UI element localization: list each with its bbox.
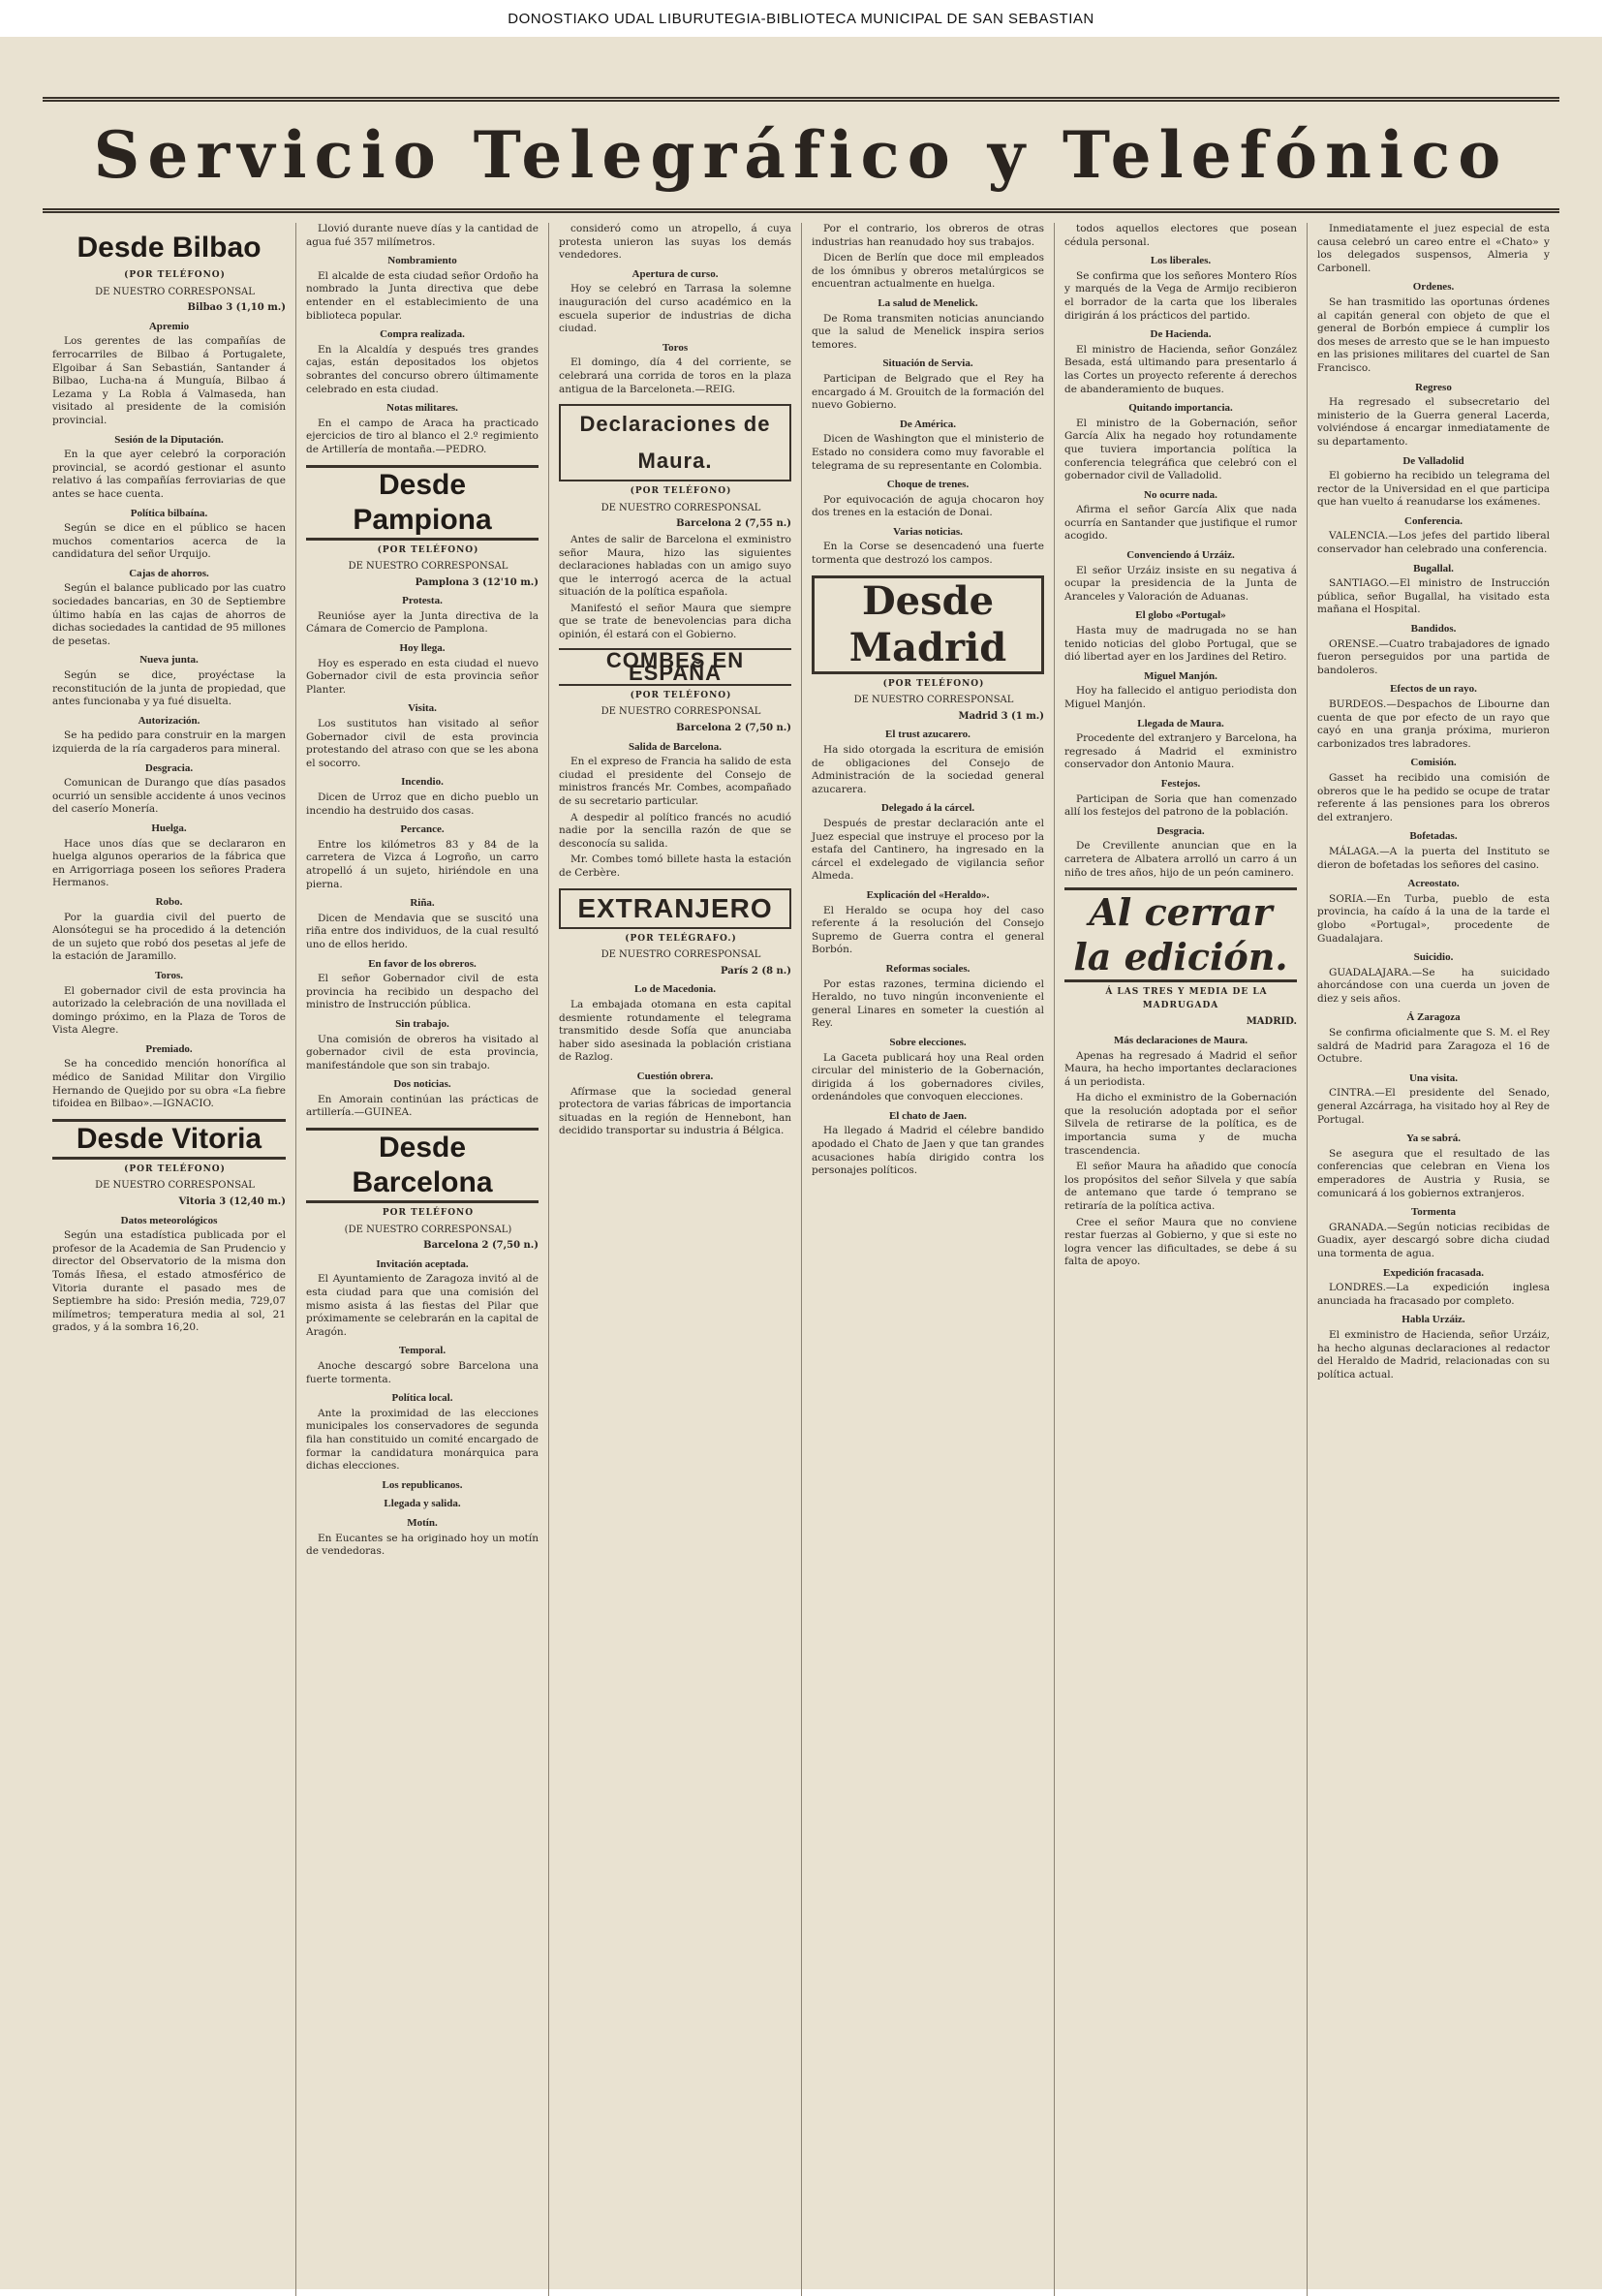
paragraph: MÁLAGA.—A la puerta del Instituto se dieron de bofetadas los señores del casino.: [1317, 845, 1550, 871]
subheading: Una visita.: [1408, 1071, 1459, 1084]
paragraph: En la Alcaldía y después tres grandes cajas, están depositados los objetos sobrantes del concurso obrero últimamente celebrado en esta ciudad.: [306, 343, 539, 395]
subheading: Bofetadas.: [1409, 830, 1458, 843]
paragraph: De Crevillente anuncian que en la carretera de Albatera arrolló un carro á un niño de tres años, hijo de un peón caminero.: [1064, 840, 1297, 879]
subheading: Los liberales.: [1150, 255, 1212, 267]
paragraph: Se confirma oficialmente que S. M. el Rey saldrá de Madrid para Zaragoza el 16 de Octubre.: [1317, 1027, 1550, 1066]
newspaper-page: [0, 37, 1602, 2289]
dateline: París 2 (8 n.): [720, 965, 791, 977]
dateline: Barcelona 2 (7,55 n.): [676, 518, 791, 530]
paragraph: El Heraldo se ocupa hoy del caso referente á la resolución del Consejo Supremo de Guerra contra el general Borbón.: [812, 904, 1044, 956]
paragraph: Gasset ha recibido una comisión de obreros que le ha pedido se ocupe de tratar referente á las pensiones para los obreros del extranjero.: [1317, 771, 1550, 823]
correspondent-label: DE NUESTRO CORRESPONSAL: [348, 561, 508, 573]
paragraph: Hoy es esperado en esta ciudad el nuevo Gobernador civil de esta provincia señor Planter.: [306, 657, 539, 696]
columns: [43, 223, 1559, 2296]
dateline: MADRID.: [1246, 1016, 1297, 1028]
paragraph: Inmediatamente el juez especial de esta causa celebró un careo entre el «Chato» y los delegados suspensos, Almeria y Carbonell.: [1317, 223, 1550, 274]
paragraph: Según se dice, proyéctase la reconstitución de la junta de propiedad, que antes funcionaba y ya fué disuelta.: [52, 669, 286, 708]
paragraph: La Gaceta publicará hoy una Real orden circular del ministerio de la Gobernación, dirigida á los gobernadores civiles, ordenándoles que convoquen elecciones.: [812, 1051, 1044, 1103]
paragraph: Participan de Soria que han comenzado allí los festejos del patrono de la población.: [1064, 792, 1297, 819]
closing-time-label: Á LAS TRES Y MEDIA DE LA MADRUGADA: [1105, 987, 1268, 1010]
correspondent-label: (DE NUESTRO CORRESPONSAL): [344, 1224, 512, 1235]
paragraph: Hace unos días que se declararon en huelga algunos operarios de la fábrica que en Arrigorriaga poseen los señores Pradera Hermanos.: [52, 837, 286, 889]
paragraph: Después de prestar declaración ante el Juez especial que instruye el proceso por la estafa del Cantinero, ha ingresado en la cárcel el exdelegado de vigilancia señor Almeda.: [812, 818, 1044, 883]
subheading: El chato de Jaen.: [888, 1109, 968, 1122]
subheading: De Valladolid: [1402, 454, 1464, 467]
subheading: Dos noticias.: [393, 1078, 451, 1091]
paragraph: Reunióse ayer la Junta directiva de la Cámara de Comercio de Pamplona.: [306, 609, 539, 636]
paragraph: Ha llegado á Madrid el célebre bandido apodado el Chato de Jaen y que tan grandes acusaciones había dirigido contra los personajes políticos.: [812, 1125, 1044, 1177]
dateline: Bilbao 3 (1,10 m.): [187, 302, 286, 314]
section-maura-heading: Declaraciones de Maura.: [559, 404, 791, 481]
subheading: Reformas sociales.: [885, 962, 970, 975]
subheading: Toros.: [154, 969, 184, 981]
paragraph: En Eucantes se ha originado hoy un motín de vendedoras.: [306, 1532, 539, 1558]
subheading: Los republicanos.: [382, 1478, 463, 1491]
paragraph: Según el balance publicado por las cuatro sociedades bancarias, en 30 de Septiembre último había en las cajas de ahorros de dichas sociedades la cantidad de 95 millones de pesetas.: [52, 582, 286, 647]
paragraph: En la Corse se desencadenó una fuerte tormenta que destrozó los campos.: [812, 541, 1044, 567]
paragraph: Por la guardia civil del puerto de Alonsótegui se ha procedido á la detención de un sujeto que robó dos pesetas al jefe de la estación de Jaramillo.: [52, 911, 286, 963]
subheading: Llegada de Maura.: [1137, 717, 1224, 729]
paragraph: Según una estadística publicada por el profesor de la Academia de San Prudencio y director del Observatorio de la misma don Tomás Iñesa, el estado atmosférico de Vitoria durante el pasado mes de Septiembre ha sido: Presión media, 729,07 milímetros; temperatura media al sol, 21 grados, y á la sombra 16,20.: [52, 1229, 286, 1334]
paragraph: El ministro de la Gobernación, señor García Alix ha negado hoy rotundamente que tuviera importancia política la conferencia telegráfica que celebró con el gobernador civil de Valladolid.: [1064, 417, 1297, 482]
paragraph: El Ayuntamiento de Zaragoza invitó al de esta ciudad para que una comisión del mismo asista á las fiestas del Pilar que próximamente se celebrarán en la capital de Aragón.: [306, 1273, 539, 1338]
paragraph: consideró como un atropello, á cuya protesta unieron las suyas los demás vendedores.: [559, 223, 791, 262]
column-4: [801, 223, 1054, 2296]
paragraph: De Roma transmiten noticias anunciando que la salud de Menelick inspira serios temores.: [812, 312, 1044, 351]
paragraph: En Amorain continúan las prácticas de artillería.—GUINEA.: [306, 1093, 539, 1119]
subheading: Sesión de la Diputación.: [114, 433, 224, 446]
paragraph: Se han trasmitido las oportunas órdenes al capitán general con objeto de que el general de Borbón empiece á cumplir los dos meses de arresto que se le han impuesto en las prisiones militares del cuartel de San Francisco.: [1317, 295, 1550, 374]
section-barcelona-heading: Desde Barcelona: [306, 1128, 539, 1203]
subheading: Invitación aceptada.: [376, 1257, 469, 1270]
subheading: Política local.: [391, 1392, 453, 1405]
subheading: Regreso: [1415, 381, 1452, 393]
paragraph: Apenas ha regresado á Madrid el señor Maura, ha hecho importantes declaraciones á un periodista.: [1064, 1049, 1297, 1088]
subheading: Choque de trenes.: [886, 479, 970, 491]
masthead-title: Servicio Telegráfico y Telefónico: [93, 117, 1509, 193]
paragraph: CINTRA.—El presidente del Senado, general Azcárraga, ha visitado hoy al Rey de Portugal.: [1317, 1087, 1550, 1126]
paragraph: El exministro de Hacienda, señor Urzáiz, ha hecho algunas declaraciones al redactor del Heraldo de Madrid, relacionadas con su política actual.: [1317, 1328, 1550, 1381]
subheading: Hoy llega.: [399, 642, 446, 655]
via-label: (POR TELÉFONO): [630, 690, 732, 700]
via-label: (POR TELÉFONO): [124, 1164, 226, 1174]
subheading: Datos meteorológicos: [120, 1214, 218, 1226]
subheading: Bandidos.: [1410, 623, 1457, 636]
subheading: Á Zaragoza: [1406, 1011, 1461, 1024]
subheading: Sobre elecciones.: [889, 1036, 967, 1048]
subheading: Temporal.: [398, 1345, 447, 1357]
subheading: Llegada y salida.: [384, 1498, 461, 1510]
subheading: Expedición fracasada.: [1383, 1266, 1484, 1279]
subheading: Quitando importancia.: [1128, 402, 1233, 415]
subheading: Acreostato.: [1407, 878, 1460, 890]
dateline: Madrid 3 (1 m.): [958, 710, 1044, 722]
correspondent-label: DE NUESTRO CORRESPONSAL: [601, 502, 761, 513]
correspondent-label: DE NUESTRO CORRESPONSAL: [853, 695, 1014, 706]
paragraph: El domingo, día 4 del corriente, se celebrará una corrida de toros en la plaza antigua de la Barceloneta.—REIG.: [559, 357, 791, 395]
paragraph: Hasta muy de madrugada no se han tenido noticias del globo Portugal, que se dió libertad ayer en los Jardines del Retiro.: [1064, 625, 1297, 664]
paragraph: Mr. Combes tomó billete hasta la estación de Cerbère.: [559, 853, 791, 879]
subheading: Cuestión obrera.: [636, 1070, 714, 1082]
paragraph: Una comisión de obreros ha visitado al gobernador civil de esta provincia, manifestándole que son sin trabajo.: [306, 1033, 539, 1071]
paragraph: Hoy se celebró en Tarrasa la solemne inauguración del curso académico en la escuela superior de industrias de dicha ciudad.: [559, 283, 791, 335]
section-bilbao-heading: Desde Bilbao: [77, 232, 262, 264]
paragraph: Por equivocación de aguja chocaron hoy dos trenes en la estación de Donai.: [812, 493, 1044, 519]
subheading: Más declaraciones de Maura.: [1113, 1034, 1248, 1046]
subheading: De América.: [899, 418, 957, 430]
paragraph: Entre los kilómetros 83 y 84 de la carretera de Vizca á Logroño, un carro atropelló á un sujeto, hiriéndole en una pierna.: [306, 838, 539, 890]
paragraph: Por estas razones, termina diciendo el Heraldo, no tuvo ningún inconveniente el general Linares en someter la cuestión al Rey.: [812, 977, 1044, 1030]
section-vitoria-heading: Desde Vitoria: [52, 1119, 286, 1160]
column-2: [295, 223, 548, 2296]
subheading: Habla Urzáiz.: [1402, 1314, 1465, 1326]
subheading: En favor de los obreros.: [368, 957, 477, 970]
subheading: Convenciendo á Urzáiz.: [1126, 549, 1235, 562]
paragraph: Ante la proximidad de las elecciones municipales los conservadores de segunda fila han constituido un comité encargado de formar la candidatura monárquica para dichas elecciones.: [306, 1407, 539, 1473]
subheading: El trust azucarero.: [885, 729, 970, 741]
paragraph: El ministro de Hacienda, señor González Besada, está ultimando para presentarlo á las Cortes un proyecto referente á derechos de abanderamiento de buques.: [1064, 343, 1297, 395]
subheading: Premiado.: [145, 1042, 193, 1055]
subheading: La salud de Menelick.: [878, 296, 978, 309]
paragraph: Los gerentes de las compañías de ferrocarriles de Bilbao á Portugalete, Elgoibar á San Sebastián, Santander á Bilbao, Lucha-na á Munguía, Bilbao á Lezama y La Robla á Valmaseda, han visitado al presidente de la comisión provincial.: [52, 335, 286, 426]
subheading: Apremio: [148, 320, 190, 332]
subheading: Robo.: [155, 895, 183, 908]
section-pamplona-heading: Desde Pampiona: [306, 465, 539, 541]
subheading: El globo «Portugal»: [1135, 609, 1226, 622]
subheading: Tormenta: [1410, 1206, 1457, 1219]
subheading: Bugallal.: [1413, 562, 1454, 574]
paragraph: Anoche descargó sobre Barcelona una fuerte tormenta.: [306, 1360, 539, 1385]
subheading: Desgracia.: [1156, 824, 1205, 837]
paragraph: Según se dice en el público se hacen muchos comentarios acerca de la candidatura del señor Urquijo.: [52, 522, 286, 561]
paragraph: Dicen de Berlín que doce mil empleados de los ómnibus y obreros metalúrgicos se encuentran actualmente en huelga.: [812, 252, 1044, 291]
paragraph: Por el contrario, los obreros de otras industrias han reanudado hoy sus trabajos.: [812, 223, 1044, 248]
paragraph: Afirma el señor García Alix que nada ocurría en Santander que justifique el rumor acogido.: [1064, 504, 1297, 543]
paragraph: Hoy ha fallecido el antiguo periodista don Miguel Manjón.: [1064, 685, 1297, 710]
subheading: Riña.: [410, 897, 435, 910]
paragraph: El señor Gobernador civil de esta provincia ha recibido un despacho del ministro de Instrucción pública.: [306, 973, 539, 1011]
subheading: Desgracia.: [144, 761, 194, 774]
section-combes-heading: COMBES EN ESPAÑA: [559, 648, 791, 686]
subheading: Situación de Servia.: [882, 357, 973, 370]
correspondent-label: DE NUESTRO CORRESPONSAL: [601, 949, 761, 961]
subheading: Percance.: [400, 823, 445, 836]
paragraph: Ha regresado el subsecretario del ministerio de la Guerra general Lacerda, volviéndose á encargar inmediatamente de su departamento.: [1317, 396, 1550, 448]
paragraph: Se ha pedido para construir en la margen izquierda de la ría cargaderos para mineral.: [52, 729, 286, 755]
paragraph: Dicen de Washington que el ministerio de Estado no considera como muy favorable el telegrama de su representante en Colombia.: [812, 433, 1044, 472]
subheading: Sin trabajo.: [395, 1017, 449, 1030]
subheading: Festejos.: [1160, 777, 1201, 790]
paragraph: El gobierno ha recibido un telegrama del rector de la Universidad en el que participa que han vuelto á reanudarse los exámenes.: [1317, 470, 1550, 509]
dateline: Barcelona 2 (7,50 n.): [423, 1240, 539, 1252]
subheading: Huelga.: [151, 822, 187, 834]
via-label: POR TELÉFONO: [382, 1208, 475, 1219]
paragraph: Se confirma que los señores Montero Ríos y marqués de la Vega de Armijo recibieron el borrador de la carta que los liberales dirigirán á los prácticos del partido.: [1064, 269, 1297, 322]
paragraph: El señor Urzáiz insiste en su negativa á ocupar la presidencia de la Junta de Aranceles y Valoración de Aduanas.: [1064, 564, 1297, 603]
subheading: Incendio.: [401, 776, 444, 789]
dateline: Vitoria 3 (12,40 m.): [178, 1196, 286, 1208]
column-6: [1307, 223, 1559, 2296]
via-label: (POR TELÉFONO): [124, 270, 226, 280]
paragraph: Se ha concedido mención honorífica al médico de Sanidad Militar don Virgilio Hernando de Quejido por su obra «La fiebre tifoidea en Bilbao».—IGNACIO.: [52, 1058, 286, 1110]
subheading: Lo de Macedonia.: [633, 983, 717, 996]
correspondent-label: DE NUESTRO CORRESPONSAL: [95, 1180, 255, 1192]
column-1: [43, 223, 295, 2296]
via-label: (POR TELÉFONO): [630, 486, 732, 497]
masthead: [43, 97, 1559, 213]
dateline: Pamplona 3 (12'10 m.): [415, 576, 539, 588]
subheading: Autorización.: [138, 714, 200, 727]
subheading: Nueva junta.: [139, 654, 199, 667]
subheading: Salida de Barcelona.: [628, 740, 723, 753]
paragraph: Llovió durante nueve días y la cantidad de agua fué 357 milímetros.: [306, 223, 539, 248]
paragraph: Dicen de Mendavia que se suscitó una riña entre dos individuos, de la cual resultó uno de ellos herido.: [306, 912, 539, 950]
paragraph: Cree el señor Maura que no conviene restar fuerzas al Gobierno, y que si este no logra vencer las dificultades, se debe á su falta de apoyo.: [1064, 1216, 1297, 1268]
paragraph: El gobernador civil de esta provincia ha autorizado la celebración de una novillada el domingo próximo, en la Plaza de Toros de Vista Alegre.: [52, 984, 286, 1037]
via-label: (POR TELÉFONO): [882, 678, 985, 689]
subheading: Delegado á la cárcel.: [880, 802, 975, 815]
paragraph: Ha sido otorgada la escritura de emisión de obligaciones del Consejo de Administración de la sociedad general azucarera.: [812, 744, 1044, 795]
archive-header: DONOSTIAKO UDAL LIBURUTEGIA-BIBLIOTECA MUNICIPAL DE SAN SEBASTIAN: [0, 0, 1602, 37]
paragraph: Comunican de Durango que días pasados ocurrió un sensible accidente á unos vecinos del caserío Monería.: [52, 777, 286, 816]
paragraph: Procedente del extranjero y Barcelona, ha regresado á Madrid el exministro conservador don Antonio Maura.: [1064, 732, 1297, 771]
paragraph: Participan de Belgrado que el Rey ha encargado á M. Grouitch de la formación del nuevo Gobierno.: [812, 372, 1044, 412]
subheading: Apertura de curso.: [632, 267, 719, 280]
paragraph: Los sustitutos han visitado al señor Gobernador civil de esta provincia protestando del atraso con que se les abona el socorro.: [306, 718, 539, 769]
subheading: Toros: [662, 341, 689, 354]
paragraph: En el expreso de Francia ha salido de esta ciudad el presidente del Consejo de ministros francés Mr. Combes, acompañado de su secretario particular.: [559, 756, 791, 807]
section-extranjero-heading: EXTRANJERO: [559, 888, 791, 929]
correspondent-label: DE NUESTRO CORRESPONSAL: [95, 286, 255, 297]
correspondent-label: DE NUESTRO CORRESPONSAL: [601, 706, 761, 718]
paragraph: Afírmase que la sociedad general protectora de varias fábricas de importancia situadas en la región de Hennebont, han decidido transportar su industria á Bélgica.: [559, 1085, 791, 1137]
paragraph: todos aquellos electores que posean cédula personal.: [1064, 223, 1297, 248]
column-5: [1054, 223, 1307, 2296]
paragraph: LONDRES.—La expedición inglesa anunciada ha fracasado por completo.: [1317, 1282, 1550, 1307]
subheading: Compra realizada.: [380, 328, 465, 341]
paragraph: A despedir al político francés no acudió nadie por la sencilla razón de que se desconocía su salida.: [559, 811, 791, 850]
dateline: Barcelona 2 (7,50 n.): [676, 723, 791, 734]
paragraph: GRANADA.—Según noticias recibidas de Guadix, ayer descargó sobre dicha ciudad una tormenta de agua.: [1317, 1221, 1550, 1259]
subheading: Motín.: [407, 1516, 438, 1529]
subheading: Visita.: [408, 702, 437, 715]
paragraph: VALENCIA.—Los jefes del partido liberal conservador han celebrado una conferencia.: [1317, 530, 1550, 556]
paragraph: Antes de salir de Barcelona el exministro señor Maura, hizo las siguientes declaraciones habladas con un amigo suyo que le interrogó acerca de la actual situación de la política española.: [559, 533, 791, 599]
subheading: Nombramiento: [387, 255, 457, 267]
paragraph: En el campo de Araca ha practicado ejercicios de tiro al blanco el 2.º regimiento de Artillería de montaña.—PEDRO.: [306, 417, 539, 455]
subheading: Efectos de un rayo.: [1390, 683, 1477, 696]
paragraph: El alcalde de esta ciudad señor Ordoño ha nombrado la Junta directiva que debe entender en el establecimiento de una biblioteca popular.: [306, 269, 539, 322]
paragraph: Se asegura que el resultado de las conferencias que celebran en Viena los emperadores de Austria y Rusia, se comunicará á los gobiernos extranjeros.: [1317, 1147, 1550, 1199]
subheading: Conferencia.: [1404, 514, 1463, 527]
subheading: No ocurre nada.: [1144, 488, 1217, 501]
paragraph: La embajada otomana en esta capital desmiente rotundamente el telegrama transmitido desde Sofía que anunciaba haber sido asesinada la población cristiana de Razlog.: [559, 998, 791, 1064]
via-label: (POR TELÉGRAFO.): [625, 933, 737, 944]
paragraph: Manifestó el señor Maura que siempre que se trate de benevolencias para dicha opinión, él estará con el Gobierno.: [559, 602, 791, 641]
subheading: Ya se sabrá.: [1406, 1132, 1461, 1145]
subheading: Miguel Manjón.: [1144, 669, 1217, 682]
subheading: Explicación del «Heraldo».: [866, 888, 990, 901]
subheading: Cajas de ahorros.: [129, 567, 209, 579]
paragraph: El señor Maura ha añadido que conocía los propósitos del señor Silvela y que sabía de antemano que tarde ó temprano se retiraría de la política activa.: [1064, 1161, 1297, 1213]
paragraph: SANTIAGO.—El ministro de Instrucción pública, señor Bugallal, ha visitado esta mañana el Hospital.: [1317, 577, 1550, 616]
paragraph: En la que ayer celebró la corporación provincial, se acordó gestionar el asunto relativo á las compañías ferroviarias de que antes se hace cuenta.: [52, 449, 286, 500]
subheading: Política bilbaína.: [130, 507, 208, 519]
paragraph: Dicen de Urroz que en dicho pueblo un incendio ha destruido dos casas.: [306, 791, 539, 817]
paragraph: BURDEOS.—Despachos de Libourne dan cuenta de que por efecto de un rayo que cayó en una granja próxima, murieron carbonizados tres labradores.: [1317, 698, 1550, 750]
paragraph: GUADALAJARA.—Se ha suicidado ahorcándose con una cuerda un joven de diez y seis años.: [1317, 966, 1550, 1005]
subheading: De Hacienda.: [1150, 328, 1212, 341]
subheading: Protesta.: [402, 595, 443, 607]
section-cerrar-edicion-heading: Al cerrar la edición.: [1064, 887, 1297, 982]
via-label: (POR TELÉFONO): [377, 544, 479, 555]
subheading: Ordenes.: [1412, 281, 1455, 294]
section-madrid-heading: Desde Madrid: [812, 575, 1044, 674]
subheading: Comisión.: [1410, 757, 1457, 769]
subheading: Suicidio.: [1413, 951, 1454, 964]
paragraph: ORENSE.—Cuatro trabajadores de ignado fueron perseguidos por una partida de bandoleros.: [1317, 637, 1550, 676]
paragraph: SORIA.—En Turba, pueblo de esta provincia, ha caído á la una de la tarde el globo «Portugal», procedente de Guadalajara.: [1317, 892, 1550, 945]
subheading: Notas militares.: [386, 402, 458, 415]
column-3: [548, 223, 801, 2296]
paragraph: Ha dicho el exministro de la Gobernación que la resolución adoptada por el señor Silvela de retirarse de la política, es de importancia suma y de mucha trascendencia.: [1064, 1092, 1297, 1157]
subheading: Varias noticias.: [893, 525, 963, 538]
